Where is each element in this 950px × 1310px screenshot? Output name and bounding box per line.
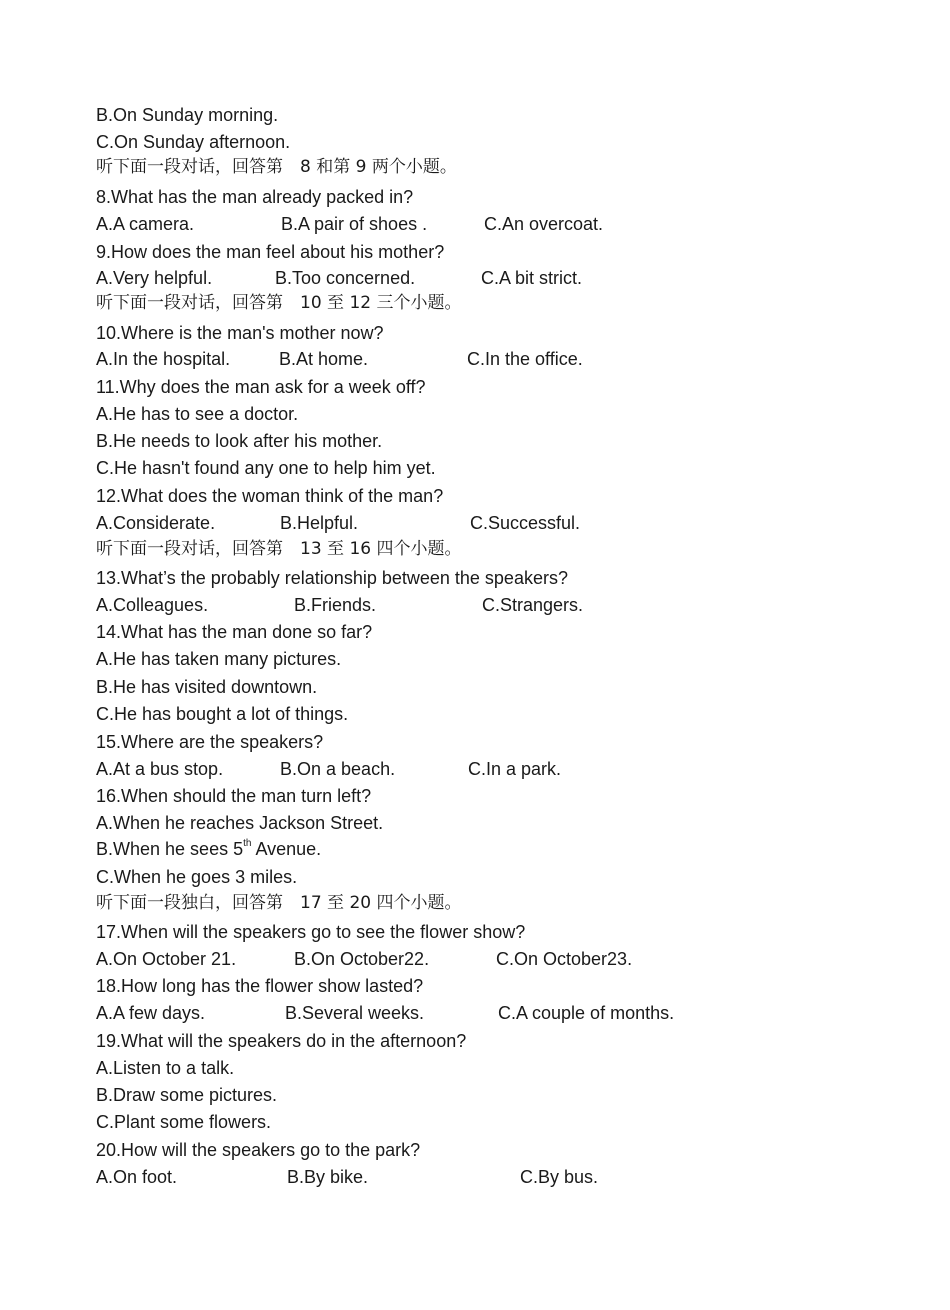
question-text: 8.What has the man already packed in? — [96, 187, 414, 207]
question-text: 19.What will the speakers do in the afternoon? — [96, 1031, 467, 1051]
option-line: C.On Sunday afternoon. — [96, 132, 291, 152]
question-text: 12.What does the woman think of the man? — [96, 486, 444, 506]
option-line: C.He has bought a lot of things. — [96, 704, 349, 724]
option-a: A.A few days. — [96, 1003, 206, 1023]
question-text: 13.What’s the probably relationship between the speakers? — [96, 568, 568, 588]
options-row — [96, 948, 796, 970]
option-c: C.Successful. — [470, 513, 581, 533]
option-line: A.Listen to a talk. — [96, 1058, 235, 1078]
option-a: A.On foot. — [96, 1167, 178, 1187]
options-row — [96, 267, 796, 289]
question-text: 15.Where are the speakers? — [96, 732, 324, 752]
option-c: C.Strangers. — [482, 595, 584, 615]
option-b: B.Helpful. — [280, 513, 359, 533]
option-b: B.At home. — [279, 349, 369, 369]
question-text: 20.How will the speakers go to the park? — [96, 1140, 421, 1160]
options-row — [96, 213, 796, 235]
option-text: Avenue. — [251, 839, 322, 859]
option-b: B.Friends. — [294, 595, 377, 615]
option-a: A.Considerate. — [96, 513, 216, 533]
option-c: C.A couple of months. — [498, 1003, 675, 1023]
question-text: 9.How does the man feel about his mother? — [96, 242, 445, 262]
option-a: A.At a bus stop. — [96, 759, 224, 779]
question-text: 10.Where is the man's mother now? — [96, 323, 384, 343]
option-a: A.A camera. — [96, 214, 195, 234]
question-text: 18.How long has the flower show lasted? — [96, 976, 424, 996]
section-instruction: 听下面一段对话，回答第 8 和第 9 两个小题。 — [96, 157, 457, 177]
option-b: B.Too concerned. — [275, 268, 416, 288]
option-a: A.On October 21. — [96, 949, 237, 969]
option-line: B.Draw some pictures. — [96, 1085, 278, 1105]
section-instruction: 听下面一段独白，回答第 17 至 20 四个小题。 — [96, 893, 462, 913]
option-b: B.On a beach. — [280, 759, 396, 779]
option-line: C.When he goes 3 miles. — [96, 867, 298, 887]
question-text: 11.Why does the man ask for a week off? — [96, 377, 426, 397]
option-line: A.He has taken many pictures. — [96, 649, 342, 669]
question-text: 16.When should the man turn left? — [96, 786, 372, 806]
options-row — [96, 758, 796, 780]
options-row — [96, 348, 796, 370]
option-c: C.A bit strict. — [481, 268, 583, 288]
section-instruction: 听下面一段对话，回答第 10 至 12 三个小题。 — [96, 293, 462, 313]
option-b: B.A pair of shoes . — [281, 214, 428, 234]
ordinal-suffix: th — [243, 838, 252, 849]
option-a: A.Colleagues. — [96, 595, 209, 615]
option-a: A.Very helpful. — [96, 268, 213, 288]
option-c: C.An overcoat. — [484, 214, 604, 234]
section-instruction: 听下面一段对话，回答第 13 至 16 四个小题。 — [96, 539, 462, 559]
option-a: A.In the hospital. — [96, 349, 231, 369]
options-row — [96, 594, 796, 616]
option-c: C.In the office. — [467, 349, 583, 369]
question-text: 17.When will the speakers go to see the flower show? — [96, 922, 526, 942]
options-row — [96, 1166, 796, 1188]
options-row — [96, 512, 796, 534]
option-b: B.On October22. — [294, 949, 430, 969]
option-line: C.Plant some flowers. — [96, 1112, 272, 1132]
option-b: B.By bike. — [287, 1167, 369, 1187]
option-line — [96, 838, 321, 860]
option-line: A.He has to see a doctor. — [96, 404, 299, 424]
option-line: C.He hasn't found any one to help him yet. — [96, 458, 436, 478]
option-c: C.By bus. — [520, 1167, 599, 1187]
option-line: B.On Sunday morning. — [96, 105, 279, 125]
option-b: B.Several weeks. — [285, 1003, 425, 1023]
option-line: B.He needs to look after his mother. — [96, 431, 383, 451]
option-c: C.In a park. — [468, 759, 562, 779]
option-line: A.When he reaches Jackson Street. — [96, 813, 384, 833]
option-c: C.On October23. — [496, 949, 633, 969]
options-row — [96, 1002, 796, 1024]
question-text: 14.What has the man done so far? — [96, 622, 373, 642]
option-line: B.He has visited downtown. — [96, 677, 318, 697]
option-text: B.When he sees 5 — [96, 839, 244, 859]
